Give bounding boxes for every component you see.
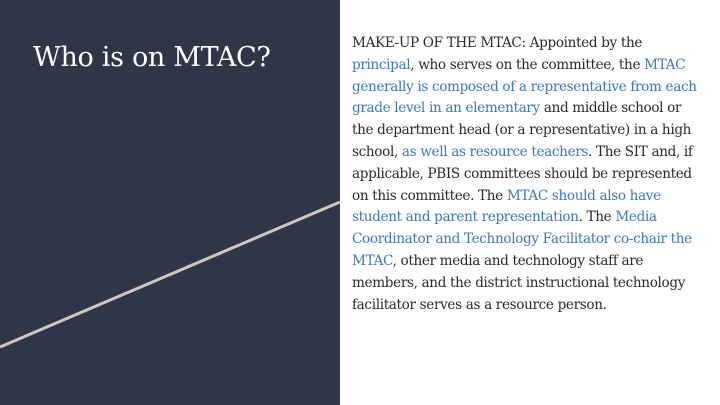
body-text-segment: . The xyxy=(578,209,616,226)
body-text-segment: , other media and technology staff are members, and the district instructional technology facilitator serves as a resource person. xyxy=(352,252,686,313)
body-text-segment: MAKE-UP OF THE MTAC: Appointed by the xyxy=(352,35,643,51)
slide-title: Who is on MTAC? xyxy=(33,42,271,73)
body-highlight-segment: Media Coordinator and Technology Facilitator co-chair the MTAC xyxy=(352,209,692,269)
body-paragraph xyxy=(352,33,702,316)
body-text-segment: and middle school or the department head (or a representative) in a high school, xyxy=(352,100,692,160)
diagonal-line xyxy=(0,202,340,347)
title-panel xyxy=(0,0,340,405)
body-highlight-segment: as well as resource teachers xyxy=(401,143,589,160)
body-text-segment: , who serves on the committee, the xyxy=(410,56,645,73)
body-highlight-segment: principal xyxy=(352,56,411,73)
body-highlight-segment: MTAC should also have student and parent representation xyxy=(352,187,661,226)
body-text-segment: . The SIT and, if applicable, PBIS committees should be represented on this committee. The xyxy=(352,143,693,204)
body-highlight-segment: MTAC generally is composed of a representative from each grade level in an elementary xyxy=(352,56,697,117)
